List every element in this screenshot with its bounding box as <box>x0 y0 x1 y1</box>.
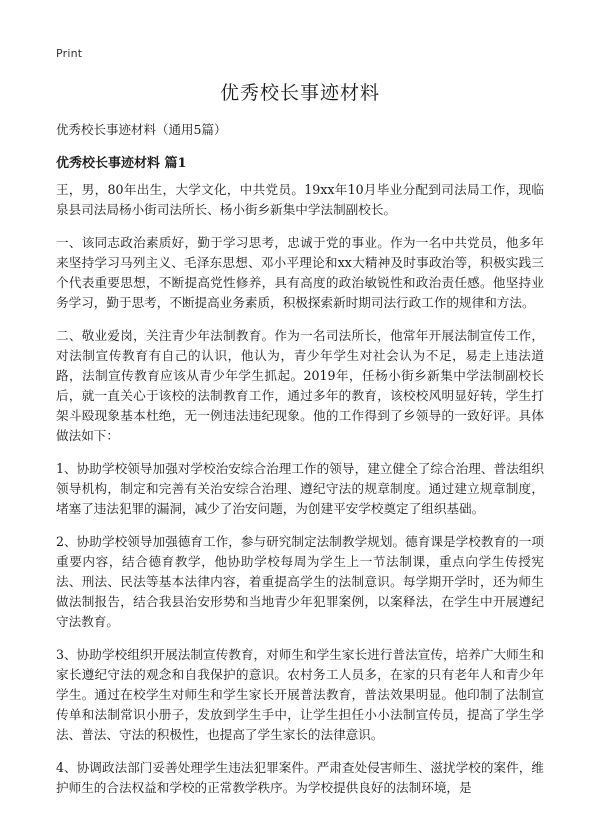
paragraph-item-2: 2、协助学校领导加强德育工作，参与研究制定法制教学规划。德育课是学校教育的一项重要内容，结合德育教学，他协助学校每周为学生上一节法制课，重点向学生传授宪法、刑法、民法等基本法律内容，着重提高学生的法制意识。每学期开学时，还为师生做法制报告，结合我县治安形势和当地青少年犯罪案例，以案释法，在学生中开展遵纪守法教育。 <box>56 534 544 629</box>
section-heading: 优秀校长事迹材料 篇1 <box>56 156 187 171</box>
paragraph-item-3: 3、协助学校组织开展法制宣传教育，对师生和学生家长进行普法宣传，培养广大师生和家长遵纪守法的观念和自我保护的意识。农村务工人员多，在家的只有老年人和青少年学生。通过在校学生对师生和学生家长开展普法教育，普法效果明显。他印制了法制宣传单和法制常识小册子，发放到学生手中，让学生担任小小法制宣传员，提高了学生学法、普法、守法的积极性，也提高了学生家长的法律意识。 <box>56 647 544 742</box>
document-subtitle: 优秀校长事迹材料（通用5篇） <box>56 122 227 137</box>
paragraph-political-quality: 一、该同志政治素质好，勤于学习思考，忠诚于党的事业。作为一名中共党员，他多年来坚持学习马列主义、毛泽东思想、邓小平理论和xx大精神及时事政治等，积极实践三个代表重要思想，不断提高党性修养，具有高度的政治敏锐性和政治责任感。他坚持业务学习，勤于思考，不断提高业务素质，积极探索新时期司法行政工作的规律和方法。 <box>56 235 544 310</box>
document-title: 优秀校长事迹材料 <box>219 82 380 104</box>
paragraph-intro: 王，男，80年出生，大学文化，中共党员。19xx年10月毕业分配到司法局工作，现临泉县司法局杨小街司法所长、杨小街乡新集中学法制副校长。 <box>56 182 544 217</box>
document-body <box>56 180 544 811</box>
paragraph-item-4: 4、协调政法部门妥善处理学生违法犯罪案件。严肃查处侵害师生、滋扰学校的案件，维护师生的合法权益和学校的正常教学秩序。为学校提供良好的法制环境，是 <box>56 760 544 795</box>
paragraph-youth-legal-education: 二、敬业爱岗，关注青少年法制教育。作为一名司法所长，他常年开展法制宣传工作，对法制宣传教育有自己的认识，他认为，青少年学生对社会认为不足，易走上违法道路，法制宣传教育应该从青少年学生抓起。2019年，任杨小街乡新集中学法制副校长后，就一直关心于该校的法制教育工作，通过多年的教育，该校校风明显好转，学生打架斗殴现象基本杜绝，无一例违法违纪现象。他的工作得到了乡领导的一致好评。具体做法如下： <box>56 328 544 443</box>
print-link[interactable]: Print <box>56 47 83 60</box>
paragraph-item-1: 1、协助学校领导加强对学校治安综合治理工作的领导，建立健全了综合治理、普法组织领导机构，制定和完善有关治安综合治理、遵纪守法的规章制度。通过建立规章制度，堵塞了违法犯罪的漏洞，减少了治安问题，为创建平安学校奠定了组织基础。 <box>56 461 544 516</box>
